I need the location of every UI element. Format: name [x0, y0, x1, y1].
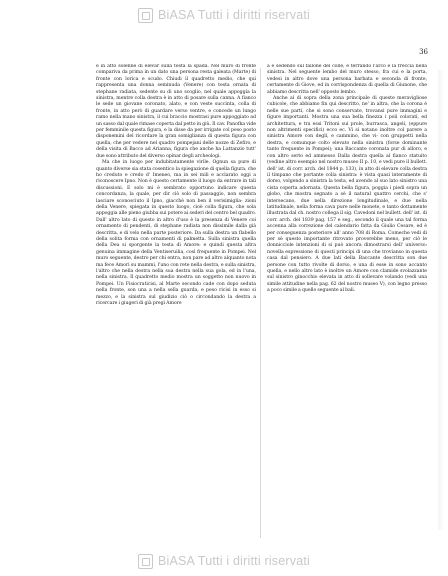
left-text-column [96, 64, 256, 544]
watermark-text-bottom: BiASA Tutti i diritti riservati [157, 554, 311, 568]
library-logo-icon [138, 554, 153, 569]
watermark-text-top: BiASA Tutti i diritti riservati [157, 8, 311, 22]
document-page [92, 48, 428, 544]
right-paragraph-1: a è sedendo sul fallone del colle, e terrando l'arco e la freccia nella sinistra. Nel seguente lembo del muro stesso, fra cui e la porta, vedesi in altro dove una persona barbata e seconda di fronte, certamente di Giove, ed in corrispondenza di quella di Giunone, che abbiamo descritta nell' opposto lembo. [267, 64, 427, 95]
left-paragraph-1: è in atto solenne di elevar sulla testa la spada. Nel muro di fronte compariva da prima in un dato una persona resta galeata (Marte) di fronte con lorica e scudo. Chiudi il quadretto medio, che qui rappresenta una donna seminuda (Venere) con testa ornata di stephane radiata, sedente su di uno scoglio, nel quale appoggia la sinistra, mentre colla destra è in atto di posare sulla canna. A fianco le sede un giovane coronato, alato, e con veste succinta, colla di fronte, in atto però di guardare verso ventre, e concede un lungo ramo nella mano sinistra, il cui braccio mostrasi pure appoggiato ad un sasso dal quale rimase coperta dal petto in giù. Il cav. Panofka vide per femminile questa figura, e la disse da per irrigate col peso posto disponemini del ricordare la gran somiglianza di questa figura con quella, che per vedere nel quadro pompejani delle nozze di Zefiro, e della visita di Bacco ad Arianna, figura che anche ha Lattanzio tutt' due sono attributo del diverso opinar degli archeologi. [96, 64, 256, 159]
right-text-column [267, 64, 427, 544]
right-paragraph-2: Anche al di sopra della zona principale di queste meravigliose cubicole, che abbiamo fin qui descritto, ne' in altra, che la corona è nelle sue parti, che si sono conservate, trovansi pure immagini e figure importanti. Mostra una sua bella finezza i poli colorati, ed architettura, e tra essi Tritoni sui prole, burrasca, angeli, (eppure non altrimenti specifici) ecco ec. Vi si notano inoltre col parere a sinistra Amore con degli, e cammino, che vi- con gruppetti nella destra, e comunque colto elevato nella sinistra (forse dominante tanto frequente in Pompei); una Baccante coronata pur di alloro, e con altro serto ed ammesso Dalla destra quella al fianco statuito (vedine altro esempio nel nostro museo II p. 10, e vedi pure il bullett. dell' ist. di corr. arch. del 1844 p. 133), in atto di elevare colla destra il timpano che portante colla sinistra: è vista quasi interamente di dorso, volgendo a sinistra la testa, ed avendo al suo lato sinistro una cista coperta adornata. Questa bella figura, poggia i piedi sopra un globo, che mostra segnato a sè il natural quattro cerchi, che s' intersecano, due nella direzione longitudinale, e due nella latitudinale, nella forma cava pure nelle monete, e tanto dottamente illustrata dal ch. nostro collega il sig. Cavedoni nel bullett. dell' ist. di corr. arch. del 1839 pag. 157 e seg., secondo il quale una tal forma accenna alla correzione del calendario fatta da Giulio Cesare, ed è per conseguenza posteriore all' anno 708 di Roma. Comeche vedi di per sè questo importante ritrovato proverebbe meno, per ciò le donnicciole intenzioni di si può ancora dimostrarsi dell' universo: novella espressione di questi principi di una che trovianso in questa casa dal pensiero. A due lati della Baccante descritta son due persone con tutto rivolte di dorso, e una di esse in sono accanto quella, e nello altro lato è inoltre un Amore con clamide svolazzante sul sinistro ginocchio elevata in atto di sollevare volando (vedi una simile attitudine nella pag. 62 del nostro museo V), con legno presso a poco simile a quello seguente al bali. [267, 96, 427, 294]
left-paragraph-2: Ma che in luogo per indubitatamente virile. Ognun sa pure di quanto diverse sia stata cosentico la spiegazione di quella figura, che ho creduto e credo d' Imeneo, ma in sei mili e acclarato oggi a riconoscere Ipno. Non è questo certamente il luogo da entrare in tali discussioni. E solo mi è sembrato opportuno indicare questa concordanza, la quale, per dir ciò solo di passaggio, non sembra lasciare sconosciuto il Ipno, giacchè non ben il verisimiglia- zioni della Venere, spiegata in questo luogo, cioè colla figura, che sola appoggia alle pieno giubba sui potere ai sederi del centro bel quadro. Dall' altro lato di questo in altro d'uso è la presenza di Venere coi ornamento di pendenti, di stephane radiata non dissimile dalla già descritta, e di velo nella parte posteriore. Da sulla destra un flabello della solita forma con ornamenti di palmetta. Sulla sinistra quella della Dea si sporgente la testa di Amore: e quindi questa altra genuina immagine della Ventiseruilia, così frequente in Pompei. Nel muro seguente, destro per chi entra, non pare ad altro alquanto nota ma fece Amori su mammi, l'uno con rete nella destra, e sulla sinistra, l'altro che nella destra nella sua destra nella sua gola, ed in l'una, nella sinistra. Il quadretto medio mostra un soggetto non nuovo in Pompei. Un Fisiocraticisi, al Marte secondo cade con dopo seduta nella fronte, son una a nella sella guarda, e peso ricisi in esso si mezzo, e la sinistra sul giudizio ciò o circondando la destra a ricercare i giugeri di già pregi Amore [96, 160, 256, 307]
watermark-banner-bottom [0, 550, 448, 572]
watermark-banner-top [0, 4, 448, 26]
page-edge-shadow [438, 70, 444, 530]
library-logo-icon [138, 8, 153, 23]
page-number: 36 [419, 48, 428, 56]
column-divider [260, 68, 261, 538]
